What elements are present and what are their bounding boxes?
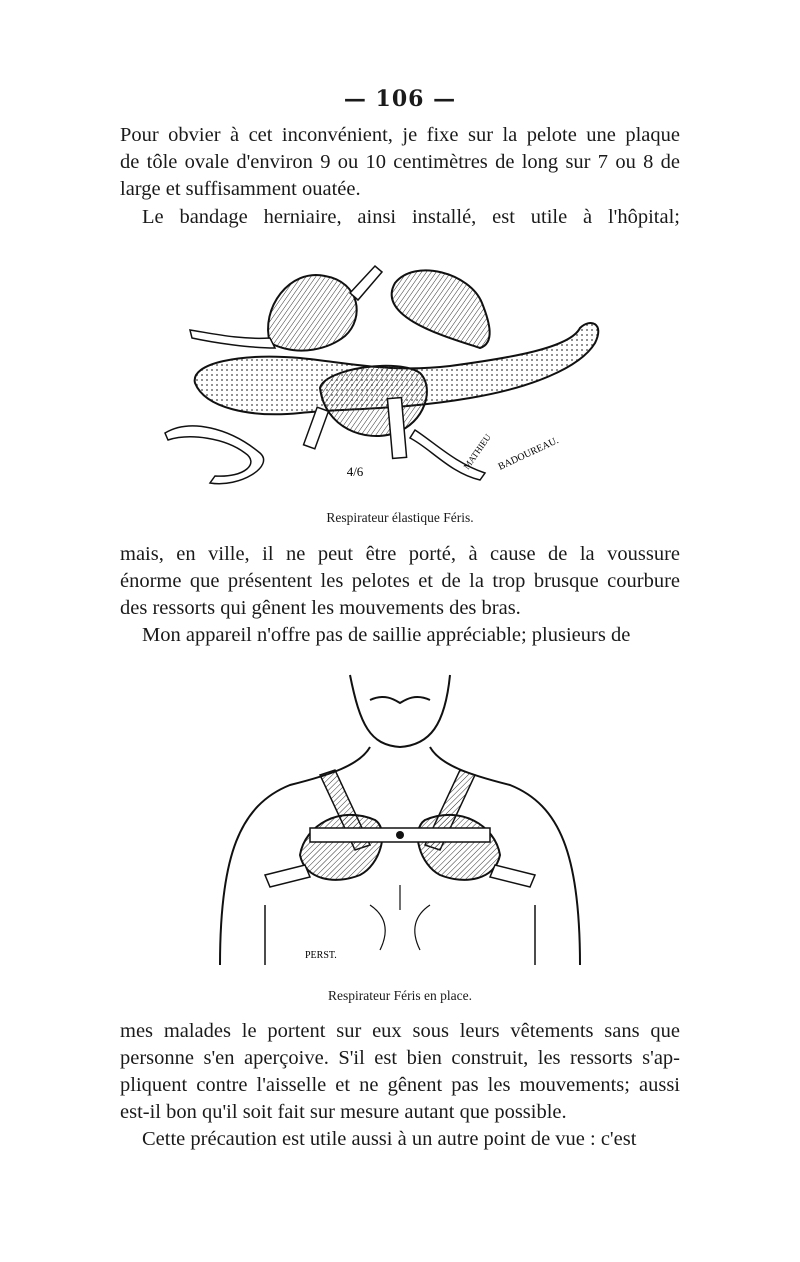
paragraph-2: [120, 204, 680, 231]
loose-strap: [165, 426, 264, 484]
text-line: Cette précaution est utile aussi à un autre point de vue : c'est: [142, 1128, 637, 1150]
text-line: large et suffisamment ouatée.: [120, 178, 361, 200]
figure-1-caption: Respirateur élastique Féris.: [326, 510, 474, 525]
paragraph-3: [120, 541, 680, 622]
left-pad-worn: [300, 815, 382, 880]
respirator-illustration: [150, 248, 650, 510]
left-pad: [268, 275, 357, 351]
engraver-signature-2: PERST.: [305, 950, 337, 961]
paragraph-1: [120, 122, 680, 203]
paragraph-4: [120, 622, 680, 649]
text-line: est-il bon qu'il soit fait sur mesure autant que possible.: [120, 1101, 567, 1123]
text-line: mes malades le portent sur eux sous leurs vêtements sans que: [120, 1020, 680, 1042]
text-line: énorme que présentent les pelotes et de la trop brusque courbure: [120, 570, 680, 592]
respirator-in-place-illustration: [210, 665, 590, 985]
text-line: personne s'en aperçoive. S'il est bien construit, les ressorts s'ap-: [120, 1047, 680, 1069]
center-plate: [320, 366, 427, 436]
text-line: pliquent contre l'aisselle et ne gênent pas les mouvements; aussi: [120, 1074, 680, 1096]
paragraph-5: [120, 1018, 680, 1126]
text-line: de tôle ovale d'environ 9 ou 10 centimètres de long sur 7 ou 8 de: [120, 151, 680, 173]
strap-text: MATHIEU: [461, 432, 493, 472]
right-pad: [392, 270, 490, 348]
text-line: Pour obvier à cet inconvénient, je fixe sur la pelote une plaque: [120, 124, 680, 146]
paragraph-6: [120, 1126, 680, 1153]
text-line: des ressorts qui gênent les mouvements des bras.: [120, 597, 521, 619]
right-pad-worn: [418, 815, 500, 880]
engraver-signature: BADOUREAU.: [496, 435, 561, 473]
text-line: mais, en ville, il ne peut être porté, à cause de la voussure: [120, 543, 680, 565]
scale-label: 4/6: [346, 464, 364, 479]
page-number: — 106 —: [343, 86, 457, 112]
text-line: Mon appareil n'offre pas de saillie appréciable; plusieurs de: [142, 624, 631, 646]
text-line: Le bandage herniaire, ainsi installé, est utile à l'hôpital;: [142, 206, 680, 228]
figure-2-caption: Respirateur Féris en place.: [328, 988, 472, 1003]
moustache: [370, 697, 430, 703]
